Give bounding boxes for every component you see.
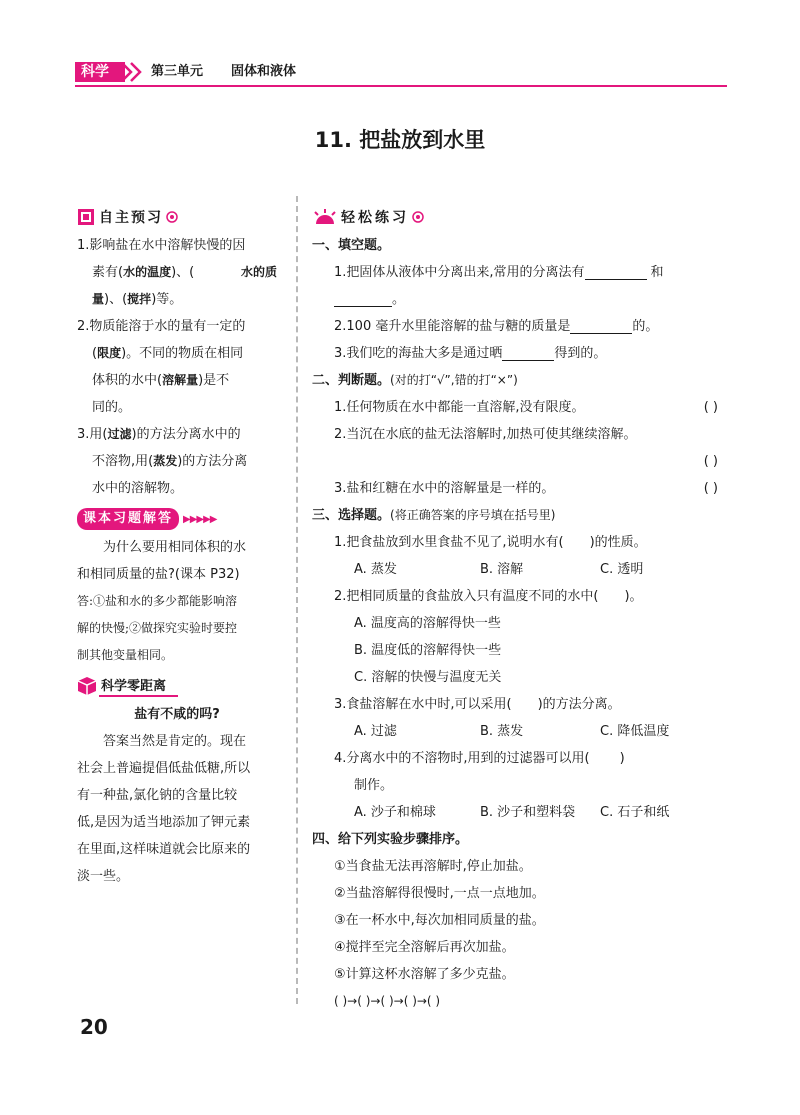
answer-text: 溶解量: [162, 373, 199, 387]
part1-heading: 一、填空题。: [312, 238, 391, 253]
subject-label: 科学: [75, 62, 125, 82]
answer-text: 搅拌: [127, 292, 152, 306]
answer-text: 蒸发: [153, 454, 178, 468]
part3-heading: 三、选择题。(将正确答案的序号填在括号里): [312, 508, 556, 523]
answer-text: 限度: [97, 346, 122, 360]
section-practice-heading: [312, 204, 732, 230]
page-number: 20: [80, 1015, 108, 1039]
fill-question-1: 1.把固体从液体中分离出来,常用的分离法有 和: [334, 265, 664, 280]
section-preview-title: 自主预习: [99, 210, 163, 226]
sunrise-icon: [312, 209, 338, 225]
section-practice-title: 轻松练习: [341, 210, 409, 226]
choice-options-3: A. 过滤 B. 蒸发 C. 降低温度: [354, 724, 670, 739]
step-item: ④搅拌至完全溶解后再次加盐。: [334, 940, 515, 955]
answer-text: 水的质: [240, 265, 277, 279]
choice-options-4: A. 沙子和棉球 B. 沙子和塑料袋 C. 石子和纸: [354, 805, 670, 820]
part2-heading: 二、判断题。(对的打“√”,错的打“×”): [312, 373, 518, 388]
preview-item-1: 1.影响盐在水中溶解快慢的因 素有(水的温度)、( 水的质 量)、(搅拌)等。: [77, 238, 277, 307]
step-item: ②当盐溶解得很慢时,一点一点地加。: [334, 886, 545, 901]
right-column: 轻松练习 一、填空题。 1.把固体从液体中分离出来,常用的分离法有 和 。 2.100 毫升水里能溶解的盐与糖的质量是 的。 3.我们吃的海盐大多是通过晒 得到的。 二、判断题。(对的打“√”,错的打“×”) 1.任何物质在水中都能一直溶解,没有限度。 ( ) 2.当沉在水底的盐无法溶解时,加热可使其继续溶解。 ( ) 3.盐和红糖在水中的溶解量是一样的。 ( ) 三、选择题。(将正确答案的序号填在括号里) 1.把食盐放到水里食盐不见了,说明水有( )的性质。 A. 蒸发 B. 溶解 C. 透明 2.把相同质量的食盐放入只有温度不同的水中( )。 A. 温度高的溶解得快一些 B. 温度低的溶解得快一些 C. 溶解的快慢与温度无关 3.食盐溶解在水中时,可以采用( )的方法分离。 A. 过滤 B. 蒸发 C. 降低温度 4.分离水中的不溶物时,用到的过滤器可以用( ) 制作。 A. 沙子和棉球 B. 沙子和塑料袋 C. 石子和纸 四、给下列实验步骤排序。 ①当食盐无法再溶解时,停止加盐。 ②当盐溶解得很慢时,一点一点地加。 ③在一杯水中,每次加相同质量的盐。 ④搅拌至完全溶解后再次加盐。 ⑤计算这杯水溶解了多少克盐。 ( )→( )→( )→( )→( ): [312, 200, 732, 1015]
page-header: [75, 58, 727, 86]
choice-question-2: 2.把相同质量的食盐放入只有温度不同的水中( )。: [334, 589, 643, 604]
preview-item-2: 2.物质能溶于水的量有一定的 (限度)。不同的物质在相同 体积的水中(溶解量)是不 同的。: [77, 319, 246, 415]
step-item: ⑤计算这杯水溶解了多少克盐。: [334, 967, 515, 982]
choice-question-3: 3.食盐溶解在水中时,可以采用( )的方法分离。: [334, 697, 621, 712]
choice-option[interactable]: C. 溶解的快慢与温度无关: [354, 670, 502, 685]
section-textbook-heading: [77, 506, 277, 532]
answer-paren[interactable]: ( ): [703, 481, 718, 496]
fill-question-2: 2.100 毫升水里能溶解的盐与糖的质量是 的。: [334, 319, 659, 334]
choice-option[interactable]: B. 温度低的溶解得快一些: [354, 643, 502, 658]
section-science-heading: [77, 673, 277, 699]
order-answer-slots[interactable]: ( )→( )→( )→( )→( ): [334, 994, 441, 1008]
square-frame-icon: [77, 208, 95, 226]
article-title: 盐有不咸的吗?: [134, 707, 220, 722]
answer-blank[interactable]: [334, 292, 392, 307]
step-item: ①当食盐无法再溶解时,停止加盐。: [334, 859, 532, 874]
preview-item-3: 3.用(过滤)的方法分离水中的 不溶物,用(蒸发)的方法分离 水中的溶解物。: [77, 427, 248, 496]
choice-question-1: 1.把食盐放到水里食盐不见了,说明水有( )的性质。: [334, 535, 647, 550]
header-rule: [75, 85, 727, 87]
answer-blank[interactable]: [502, 346, 554, 361]
choice-options-1: A. 蒸发 B. 溶解 C. 透明: [354, 562, 644, 577]
swirl-icon: [411, 210, 425, 224]
judge-question-2: 2.当沉在水底的盐无法溶解时,加热可使其继续溶解。: [334, 427, 637, 442]
left-column: 自主预习 1.影响盐在水中溶解快慢的因 素有(水的温度)、( 水的质 量)、(搅拌)等。 2.物质能溶于水的量有一定的 (限度)。不同的物质在相同 体积的水中(溶解量)是不 同的。 3.用(过滤)的方法分离水中的 不溶物,用(蒸发)的方法分离 水中的溶解物。 课本习题解答 ▶▶▶▶▶ 为什么要用相同体积的水 和相同质量的盐?(课本 P32) 答:①盐和水的多少都能影响溶 解的快慢;②做探究实验时要控 制其他变量相同。 科学零距离 盐有不咸的吗? 答案当然是肯定的。现在 社会上普遍提倡低盐低糖,所以 有一种盐,氯化钠的含量比较 低,是因为适当地添加了钾元素 在里面,这样味道就会比原来的 淡一些。: [77, 200, 277, 890]
answer-text: 水的温度: [123, 265, 172, 279]
choice-option[interactable]: A. 温度高的溶解得快一些: [354, 616, 501, 631]
double-chevron-icon: [119, 60, 147, 84]
topic-label: 固体和液体: [231, 64, 297, 79]
section-preview-heading: [77, 204, 277, 230]
answer-blank[interactable]: [585, 265, 647, 280]
column-divider: [296, 196, 298, 1004]
swirl-icon: [165, 210, 179, 224]
answer-paren[interactable]: ( ): [703, 400, 718, 415]
lesson-title: 11. 把盐放到水里: [314, 128, 486, 152]
choice-question-4: 4.分离水中的不溶物时,用到的过滤器可以用( ): [334, 751, 625, 766]
unit-label: 第三单元: [151, 64, 204, 79]
judge-question-1: 1.任何物质在水中都能一直溶解,没有限度。 ( ): [312, 394, 732, 421]
section-textbook-title: 课本习题解答: [77, 508, 179, 530]
part4-heading: 四、给下列实验步骤排序。: [312, 832, 469, 847]
answer-blank[interactable]: [570, 319, 632, 334]
answer-text: 量: [92, 292, 105, 306]
answer-paren[interactable]: ( ): [703, 454, 718, 469]
fill-question-3: 3.我们吃的海盐大多是通过晒 得到的。: [334, 346, 607, 361]
section-science-title: 科学零距离: [99, 675, 178, 697]
judge-question-3: 3.盐和红糖在水中的溶解量是一样的。 ( ): [312, 475, 732, 502]
cube-icon: [77, 676, 97, 696]
arrows-icon: ▶▶▶▶▶: [183, 513, 217, 525]
answer-text: 过滤: [107, 427, 132, 441]
step-item: ③在一杯水中,每次加相同质量的盐。: [334, 913, 545, 928]
